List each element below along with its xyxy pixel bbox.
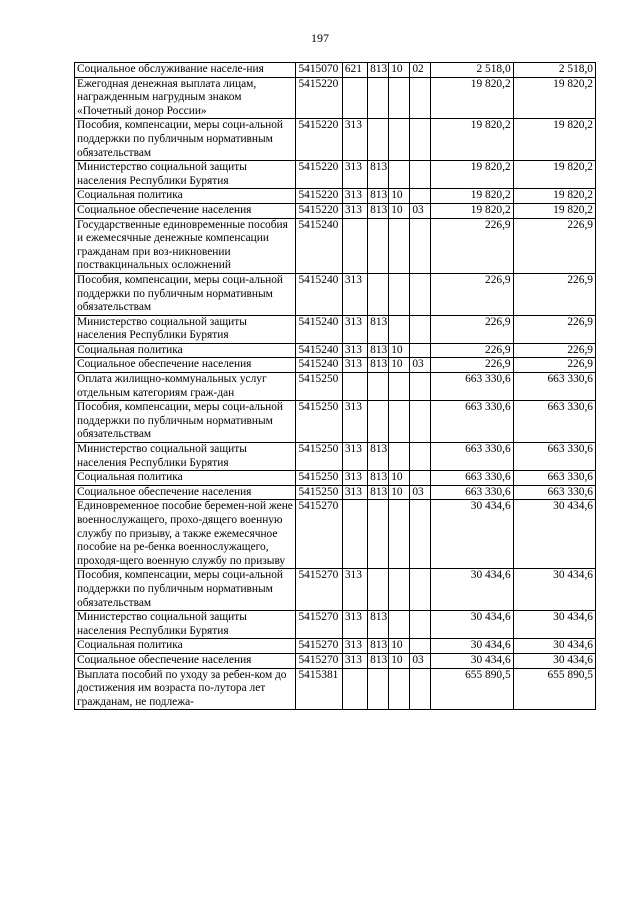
row-sum1-cell: 19 820,2 bbox=[431, 161, 513, 189]
row-name-cell: Социальное обслуживание населе-ния bbox=[75, 63, 296, 78]
row-sum2-cell: 663 330,6 bbox=[513, 443, 595, 471]
row-rz-cell: 10 bbox=[389, 471, 410, 486]
table-row bbox=[75, 639, 596, 654]
row-sum2-cell: 19 820,2 bbox=[513, 203, 595, 218]
row-grbs-cell bbox=[368, 668, 389, 710]
row-code-cell: 5415220 bbox=[296, 77, 342, 119]
row-sum2-cell: 2 518,0 bbox=[513, 63, 595, 78]
row-vr-cell: 313 bbox=[342, 443, 367, 471]
row-rz-cell: 10 bbox=[389, 358, 410, 373]
row-pr-cell: 02 bbox=[410, 63, 431, 78]
row-sum2-cell: 226,9 bbox=[513, 218, 595, 273]
table-row bbox=[75, 77, 596, 119]
row-name-cell: Социальное обеспечение населения bbox=[75, 358, 296, 373]
table-row bbox=[75, 63, 596, 78]
row-grbs-cell: 813 bbox=[368, 161, 389, 189]
row-grbs-cell: 813 bbox=[368, 443, 389, 471]
row-code-cell: 5415070 bbox=[296, 63, 342, 78]
row-rz-cell bbox=[389, 569, 410, 611]
budget-table bbox=[74, 62, 596, 710]
row-vr-cell: 313 bbox=[342, 639, 367, 654]
row-vr-cell: 313 bbox=[342, 358, 367, 373]
row-rz-cell bbox=[389, 401, 410, 443]
row-grbs-cell bbox=[368, 218, 389, 273]
row-grbs-cell: 813 bbox=[368, 63, 389, 78]
row-rz-cell bbox=[389, 161, 410, 189]
row-name-cell: Министерство социальной защиты населения Республики Бурятия bbox=[75, 443, 296, 471]
row-sum1-cell: 19 820,2 bbox=[431, 77, 513, 119]
row-vr-cell: 313 bbox=[342, 343, 367, 358]
row-pr-cell: 03 bbox=[410, 653, 431, 668]
row-code-cell: 5415270 bbox=[296, 611, 342, 639]
row-sum2-cell: 19 820,2 bbox=[513, 119, 595, 161]
row-pr-cell bbox=[410, 343, 431, 358]
row-sum2-cell: 19 820,2 bbox=[513, 77, 595, 119]
table-row bbox=[75, 611, 596, 639]
row-name-cell: Пособия, компенсации, меры соци-альной поддержки по публичным нормативным обязательствам bbox=[75, 119, 296, 161]
row-sum1-cell: 655 890,5 bbox=[431, 668, 513, 710]
row-sum2-cell: 226,9 bbox=[513, 273, 595, 315]
row-grbs-cell: 813 bbox=[368, 203, 389, 218]
row-name-cell: Социальное обеспечение населения bbox=[75, 485, 296, 500]
table-row bbox=[75, 315, 596, 343]
row-sum1-cell: 30 434,6 bbox=[431, 653, 513, 668]
row-name-cell: Государственные единовременные пособия и ежемесячные денежные компенсации гражданам при воз-никновении поствакцинальных осложнений bbox=[75, 218, 296, 273]
row-grbs-cell: 813 bbox=[368, 611, 389, 639]
row-name-cell: Пособия, компенсации, меры соци-альной поддержки по публичным нормативным обязательствам bbox=[75, 569, 296, 611]
row-code-cell: 5415250 bbox=[296, 443, 342, 471]
row-vr-cell bbox=[342, 373, 367, 401]
row-name-cell: Министерство социальной защиты населения Республики Бурятия bbox=[75, 315, 296, 343]
table-row bbox=[75, 273, 596, 315]
row-rz-cell bbox=[389, 668, 410, 710]
table-row bbox=[75, 401, 596, 443]
row-vr-cell: 313 bbox=[342, 119, 367, 161]
table-row bbox=[75, 119, 596, 161]
row-pr-cell bbox=[410, 77, 431, 119]
row-pr-cell bbox=[410, 500, 431, 569]
row-pr-cell: 03 bbox=[410, 203, 431, 218]
row-sum2-cell: 30 434,6 bbox=[513, 500, 595, 569]
row-grbs-cell: 813 bbox=[368, 471, 389, 486]
row-name-cell: Социальная политика bbox=[75, 471, 296, 486]
row-rz-cell bbox=[389, 77, 410, 119]
row-code-cell: 5415220 bbox=[296, 189, 342, 204]
row-sum1-cell: 30 434,6 bbox=[431, 639, 513, 654]
row-sum1-cell: 30 434,6 bbox=[431, 569, 513, 611]
row-vr-cell bbox=[342, 218, 367, 273]
row-rz-cell: 10 bbox=[389, 189, 410, 204]
row-sum1-cell: 663 330,6 bbox=[431, 443, 513, 471]
row-pr-cell bbox=[410, 639, 431, 654]
row-name-cell: Социальная политика bbox=[75, 639, 296, 654]
row-rz-cell bbox=[389, 443, 410, 471]
row-pr-cell bbox=[410, 315, 431, 343]
row-code-cell: 5415240 bbox=[296, 358, 342, 373]
row-code-cell: 5415270 bbox=[296, 653, 342, 668]
row-pr-cell bbox=[410, 668, 431, 710]
row-sum2-cell: 30 434,6 bbox=[513, 639, 595, 654]
row-name-cell: Пособия, компенсации, меры соци-альной поддержки по публичным нормативным обязательствам bbox=[75, 401, 296, 443]
row-vr-cell: 313 bbox=[342, 273, 367, 315]
table-row bbox=[75, 373, 596, 401]
row-sum2-cell: 226,9 bbox=[513, 315, 595, 343]
row-code-cell: 5415250 bbox=[296, 401, 342, 443]
row-sum1-cell: 226,9 bbox=[431, 218, 513, 273]
row-rz-cell bbox=[389, 611, 410, 639]
row-sum2-cell: 19 820,2 bbox=[513, 189, 595, 204]
table-row bbox=[75, 218, 596, 273]
row-code-cell: 5415270 bbox=[296, 639, 342, 654]
row-grbs-cell: 813 bbox=[368, 343, 389, 358]
row-sum2-cell: 663 330,6 bbox=[513, 471, 595, 486]
row-code-cell: 5415220 bbox=[296, 203, 342, 218]
row-sum2-cell: 30 434,6 bbox=[513, 653, 595, 668]
row-grbs-cell bbox=[368, 119, 389, 161]
row-code-cell: 5415220 bbox=[296, 119, 342, 161]
row-sum2-cell: 663 330,6 bbox=[513, 401, 595, 443]
row-name-cell: Социальное обеспечение населения bbox=[75, 203, 296, 218]
row-vr-cell: 621 bbox=[342, 63, 367, 78]
table-row bbox=[75, 161, 596, 189]
row-pr-cell bbox=[410, 471, 431, 486]
row-vr-cell bbox=[342, 668, 367, 710]
row-vr-cell: 313 bbox=[342, 569, 367, 611]
row-pr-cell bbox=[410, 218, 431, 273]
row-sum2-cell: 655 890,5 bbox=[513, 668, 595, 710]
row-code-cell: 5415240 bbox=[296, 218, 342, 273]
row-vr-cell: 313 bbox=[342, 315, 367, 343]
row-sum1-cell: 226,9 bbox=[431, 315, 513, 343]
row-grbs-cell: 813 bbox=[368, 189, 389, 204]
row-sum1-cell: 663 330,6 bbox=[431, 401, 513, 443]
row-rz-cell: 10 bbox=[389, 63, 410, 78]
row-pr-cell bbox=[410, 401, 431, 443]
table-row bbox=[75, 343, 596, 358]
row-rz-cell bbox=[389, 315, 410, 343]
row-vr-cell bbox=[342, 500, 367, 569]
row-name-cell: Выплата пособий по уходу за ребен-ком до достижения им возраста по-лутора лет гражданам, не подлежа- bbox=[75, 668, 296, 710]
row-pr-cell: 03 bbox=[410, 485, 431, 500]
row-grbs-cell bbox=[368, 500, 389, 569]
row-vr-cell: 313 bbox=[342, 611, 367, 639]
row-name-cell: Ежегодная денежная выплата лицам, награжденным нагрудным знаком «Почетный донор России» bbox=[75, 77, 296, 119]
row-name-cell: Пособия, компенсации, меры соци-альной поддержки по публичным нормативным обязательствам bbox=[75, 273, 296, 315]
row-sum1-cell: 226,9 bbox=[431, 358, 513, 373]
row-code-cell: 5415270 bbox=[296, 569, 342, 611]
row-name-cell: Социальное обеспечение населения bbox=[75, 653, 296, 668]
table-row bbox=[75, 471, 596, 486]
row-vr-cell: 313 bbox=[342, 161, 367, 189]
row-code-cell: 5415381 bbox=[296, 668, 342, 710]
row-code-cell: 5415240 bbox=[296, 315, 342, 343]
row-pr-cell bbox=[410, 189, 431, 204]
row-pr-cell bbox=[410, 373, 431, 401]
row-rz-cell: 10 bbox=[389, 343, 410, 358]
row-sum2-cell: 663 330,6 bbox=[513, 373, 595, 401]
row-name-cell: Министерство социальной защиты населения Республики Бурятия bbox=[75, 161, 296, 189]
row-vr-cell: 313 bbox=[342, 471, 367, 486]
row-vr-cell: 313 bbox=[342, 189, 367, 204]
row-rz-cell bbox=[389, 273, 410, 315]
row-rz-cell: 10 bbox=[389, 203, 410, 218]
row-grbs-cell: 813 bbox=[368, 485, 389, 500]
row-vr-cell: 313 bbox=[342, 653, 367, 668]
row-rz-cell bbox=[389, 218, 410, 273]
row-code-cell: 5415240 bbox=[296, 273, 342, 315]
table-row bbox=[75, 358, 596, 373]
row-sum1-cell: 30 434,6 bbox=[431, 500, 513, 569]
row-code-cell: 5415250 bbox=[296, 373, 342, 401]
row-name-cell: Социальная политика bbox=[75, 189, 296, 204]
row-grbs-cell: 813 bbox=[368, 653, 389, 668]
row-grbs-cell bbox=[368, 77, 389, 119]
row-sum2-cell: 226,9 bbox=[513, 358, 595, 373]
row-code-cell: 5415240 bbox=[296, 343, 342, 358]
row-code-cell: 5415270 bbox=[296, 500, 342, 569]
row-code-cell: 5415250 bbox=[296, 471, 342, 486]
table-row bbox=[75, 443, 596, 471]
row-pr-cell: 03 bbox=[410, 358, 431, 373]
row-grbs-cell bbox=[368, 273, 389, 315]
row-name-cell: Социальная политика bbox=[75, 343, 296, 358]
row-pr-cell bbox=[410, 119, 431, 161]
row-sum1-cell: 226,9 bbox=[431, 343, 513, 358]
row-sum2-cell: 30 434,6 bbox=[513, 569, 595, 611]
row-pr-cell bbox=[410, 569, 431, 611]
page-number: 197 bbox=[311, 31, 329, 45]
row-vr-cell: 313 bbox=[342, 203, 367, 218]
row-vr-cell bbox=[342, 77, 367, 119]
table-body bbox=[75, 63, 596, 710]
row-grbs-cell: 813 bbox=[368, 315, 389, 343]
row-name-cell: Единовременное пособие беремен-ной жене военнослужащего, прохо-дящего военную службу по призыву, а также ежемесячное пособие на ре-бенка военнослужащего, проходя-щего военную службу по призыву bbox=[75, 500, 296, 569]
row-sum1-cell: 663 330,6 bbox=[431, 373, 513, 401]
row-code-cell: 5415250 bbox=[296, 485, 342, 500]
row-sum1-cell: 19 820,2 bbox=[431, 189, 513, 204]
row-sum1-cell: 663 330,6 bbox=[431, 471, 513, 486]
row-pr-cell bbox=[410, 611, 431, 639]
row-grbs-cell bbox=[368, 569, 389, 611]
table-row bbox=[75, 500, 596, 569]
table-row bbox=[75, 189, 596, 204]
row-rz-cell bbox=[389, 500, 410, 569]
row-grbs-cell bbox=[368, 401, 389, 443]
row-sum2-cell: 226,9 bbox=[513, 343, 595, 358]
row-sum1-cell: 30 434,6 bbox=[431, 611, 513, 639]
table-row bbox=[75, 203, 596, 218]
row-name-cell: Министерство социальной защиты населения Республики Бурятия bbox=[75, 611, 296, 639]
row-code-cell: 5415220 bbox=[296, 161, 342, 189]
row-name-cell: Оплата жилищно-коммунальных услуг отдельным категориям граж-дан bbox=[75, 373, 296, 401]
table-row bbox=[75, 668, 596, 710]
row-rz-cell bbox=[389, 373, 410, 401]
row-pr-cell bbox=[410, 273, 431, 315]
row-sum1-cell: 2 518,0 bbox=[431, 63, 513, 78]
row-sum2-cell: 663 330,6 bbox=[513, 485, 595, 500]
row-rz-cell: 10 bbox=[389, 653, 410, 668]
row-grbs-cell bbox=[368, 373, 389, 401]
row-sum2-cell: 19 820,2 bbox=[513, 161, 595, 189]
row-grbs-cell: 813 bbox=[368, 639, 389, 654]
row-vr-cell: 313 bbox=[342, 485, 367, 500]
row-pr-cell bbox=[410, 443, 431, 471]
row-rz-cell: 10 bbox=[389, 485, 410, 500]
row-grbs-cell: 813 bbox=[368, 358, 389, 373]
row-sum2-cell: 30 434,6 bbox=[513, 611, 595, 639]
row-rz-cell: 10 bbox=[389, 639, 410, 654]
table-row bbox=[75, 653, 596, 668]
table-row bbox=[75, 569, 596, 611]
table-row bbox=[75, 485, 596, 500]
row-pr-cell bbox=[410, 161, 431, 189]
row-sum1-cell: 19 820,2 bbox=[431, 203, 513, 218]
row-vr-cell: 313 bbox=[342, 401, 367, 443]
row-sum1-cell: 226,9 bbox=[431, 273, 513, 315]
row-sum1-cell: 19 820,2 bbox=[431, 119, 513, 161]
row-sum1-cell: 663 330,6 bbox=[431, 485, 513, 500]
row-rz-cell bbox=[389, 119, 410, 161]
